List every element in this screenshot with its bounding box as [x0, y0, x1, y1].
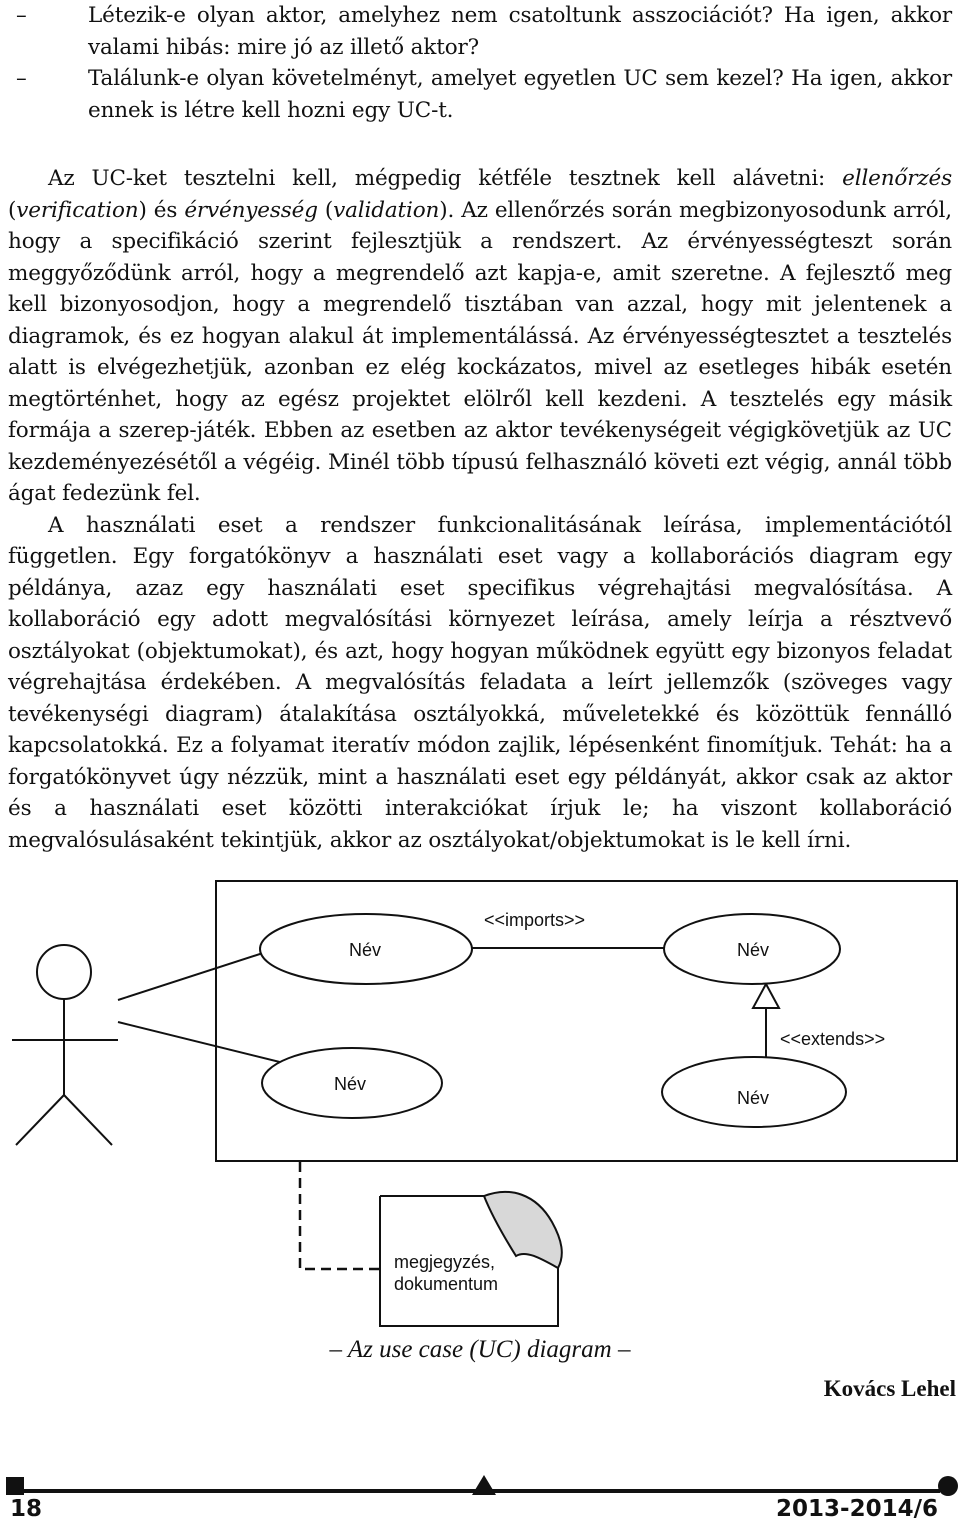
association-line	[118, 952, 266, 1000]
note-folded-corner-icon	[484, 1192, 562, 1268]
use-case-label: Név	[737, 1088, 770, 1108]
note-connector	[300, 1162, 380, 1269]
text-run: (	[8, 197, 17, 223]
use-case-label: Név	[737, 940, 770, 960]
page-number: 18	[10, 1496, 43, 1522]
triangle-icon	[472, 1475, 496, 1495]
imports-label: <<imports>>	[484, 910, 586, 930]
question-list	[8, 0, 952, 126]
note-text-line: dokumentum	[394, 1274, 499, 1294]
text-run: Az UC-ket tesztelni kell, mégpedig kétféle tesztnek kell alávetni:	[48, 166, 843, 191]
association-line	[118, 1022, 296, 1066]
extends-label: <<extends>>	[780, 1029, 886, 1049]
list-item: – Létezik-e olyan aktor, amelyhez nem csatoltunk asszociációt? Ha igen, akkor valami hibás: mire jó az illető aktor?	[8, 0, 952, 63]
use-case-diagram	[0, 870, 960, 1330]
text-run: ). Az ellenőrzés során megbizonyosodunk arról, hogy a specifikáció szerint fejlesztjük a rendszert. Az érvényességteszt során meggyőződünk arról, hogy a megrendelő azt kapja-e, amit szeretne. A fejlesztő meg kell bizonyosodjon, hogy a megrendelő tisztában van azzal, hogy mit jelentenek a diagramok, és ez hogyan alakul át implementálássá. Az érvényességtesztet a tesztelés alatt is elvégezhetjük, azonban ez elég kockázatos, mivel az esetleges hibák esetén megtörténhet, hogy az egész projektet elölről kell kezdeni. A tesztelés egy másik formája a szerep-játék. Ebben az esetben az aktor tevékenységeit végigkövetjük az UC kezdeményezésétől a végéig. Minél több típusú felhasználó követi ezt végig, annál több ágat fedezünk fel.	[8, 197, 952, 506]
use-case-label: Név	[349, 940, 382, 960]
actor-icon	[12, 945, 118, 1145]
use-case-label: Név	[334, 1074, 367, 1094]
text-run: (	[317, 197, 334, 223]
paragraph-usecase: A használati eset a rendszer funkcionalitásának leírása, implementációtól független. Egy forgatókönyv a használati eset vagy a kollaborációs diagram egy példánya, azaz egy használati eset specifikus végrehajtási megvalósítása. A kollaboráció egy adott megvalósítási környezet leírása, amely leírja a résztvevő osztályokat (objektumokat), és azt, hogy hogyan működnek együtt egy bizonyos feladat végrehajtása érdekében. A megvalósítás feladata a leírt jellemzők (szöveges vagy tevékenységi diagram) átalakítása osztályokká, műveletekké és közöttük fennálló kapcsolatokká. Ez a folyamat iteratív módon zajlik, lépésenként finomítjuk. Tehát: ha a forgatókönyvet úgy nézzük, mint a használati eset egy példányát, akkor csak az aktor és a használati eset közötti interakciókat írjuk le; ha viszont kollaboráció megvalósulásaként tekintjük, akkor az osztályokat/objektumokat is le kell írni.	[8, 512, 952, 853]
figure-caption: – Az use case (UC) diagram –	[329, 1336, 631, 1363]
article-text	[8, 0, 952, 856]
term-verification-en: verification	[16, 197, 139, 223]
note-text-line: megjegyzés,	[394, 1252, 496, 1272]
paragraph-testing	[8, 163, 952, 510]
text-run: ) és	[138, 197, 185, 223]
author-name: Kovács Lehel	[823, 1376, 956, 1401]
term-validation-hu: érvényesség	[184, 197, 318, 223]
term-validation-en: validation	[333, 197, 440, 223]
circle-icon	[938, 1476, 958, 1496]
term-verification-hu: ellenőrzés	[842, 166, 952, 191]
issue-number: 2013-2014/6	[776, 1496, 938, 1522]
generalization-arrowhead	[753, 984, 779, 1008]
square-icon	[6, 1477, 24, 1495]
list-item: – Találunk-e olyan követelményt, amelyet egyetlen UC sem kezel? Ha igen, akkor ennek is létre kell hozni egy UC-t.	[8, 63, 952, 126]
